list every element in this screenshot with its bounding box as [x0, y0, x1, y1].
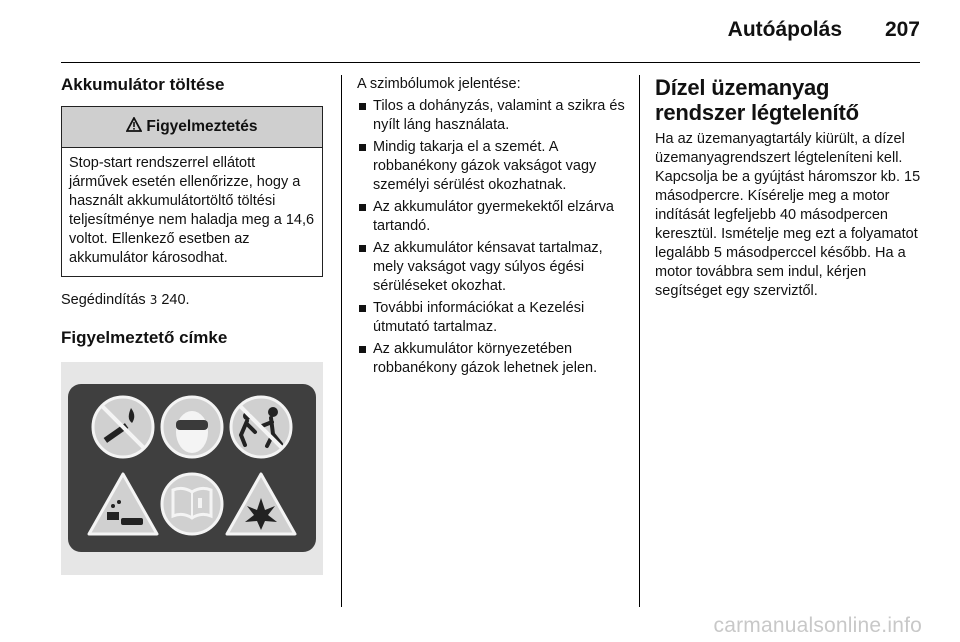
page-header — [0, 0, 960, 62]
crossref-page: 240. — [161, 292, 190, 308]
list-item: Az akkumulátor kénsavat tartalmaz, mely vakságot vagy súlyos égési sérüléseket okozhat. — [357, 239, 625, 296]
warning-label-figure — [61, 362, 323, 575]
warning-box-text: Stop-start rendszerrel ellátott járművek esetén ellenőrizze, hogy a használt akkumulátortöltő töltési teljesítménye nem haladja meg a 14,6 voltot. Ellenkező esetben az akkumulátor károsodhat. — [69, 155, 315, 266]
heading-warning-label: Figyelmeztető címke — [61, 328, 228, 347]
no-smoking-no-flame-icon — [93, 397, 153, 457]
list-item: Tilos a dohányzás, valamint a szikra és nyílt láng használata. — [357, 97, 625, 135]
warning-box-title: Figyelmeztetés — [146, 118, 258, 135]
column-divider-2 — [639, 75, 640, 607]
symbols-intro: A szimbólumok jelentése: — [357, 76, 521, 92]
eye-protection-icon — [162, 397, 222, 457]
heading-battery-charging: Akkumulátor töltése — [61, 75, 225, 94]
crossref-arrow-icon: 3 — [149, 293, 158, 307]
column-middle — [357, 75, 625, 381]
section-title: Autóápolás — [727, 18, 842, 41]
warning-label-svg — [61, 362, 323, 575]
header-rule — [61, 62, 920, 63]
warning-box-header — [62, 107, 322, 148]
crossref-label: Segédindítás — [61, 292, 146, 308]
warning-triangle-icon — [126, 117, 142, 137]
column-left — [61, 75, 323, 575]
diesel-bleeding-text: Ha az üzemanyagtartály kiürült, a dízel üzemanyagrendszert légteleníteni kell. Kapcsolja be a gyújtást háromszor kb. 15 másodpercre. Kísérelje meg a motor indítását legfeljebb 40 másodpercen keresztül. Ismételje meg ezt a folyamatot legalább 5 másodperccel később. Ha a motor továbbra sem indul, kérjen segítséget egy szerviztől. — [655, 131, 921, 299]
read-manual-icon — [162, 474, 222, 534]
page-number: 207 — [884, 18, 920, 41]
crossref-jump-start[interactable] — [61, 291, 323, 310]
heading-diesel-bleeding: Dízel üzemanyag rendszer légtelenítő — [655, 75, 859, 125]
column-divider-1 — [341, 75, 342, 607]
list-item: Mindig takarja el a szemét. A robbanékony gázok vakságot vagy személyi sérülést okozhatnak. — [357, 138, 625, 195]
keep-children-away-icon — [231, 397, 291, 457]
list-item: Az akkumulátor környezetében robbanékony gázok lehetnek jelen. — [357, 340, 625, 378]
warning-box — [61, 106, 323, 277]
watermark: carmanualsonline.info — [713, 614, 922, 637]
symbols-list — [357, 97, 625, 378]
list-item: További információkat a Kezelési útmutató tartalmaz. — [357, 299, 625, 337]
list-item: Az akkumulátor gyermekektől elzárva tartandó. — [357, 198, 625, 236]
column-right — [655, 75, 923, 301]
